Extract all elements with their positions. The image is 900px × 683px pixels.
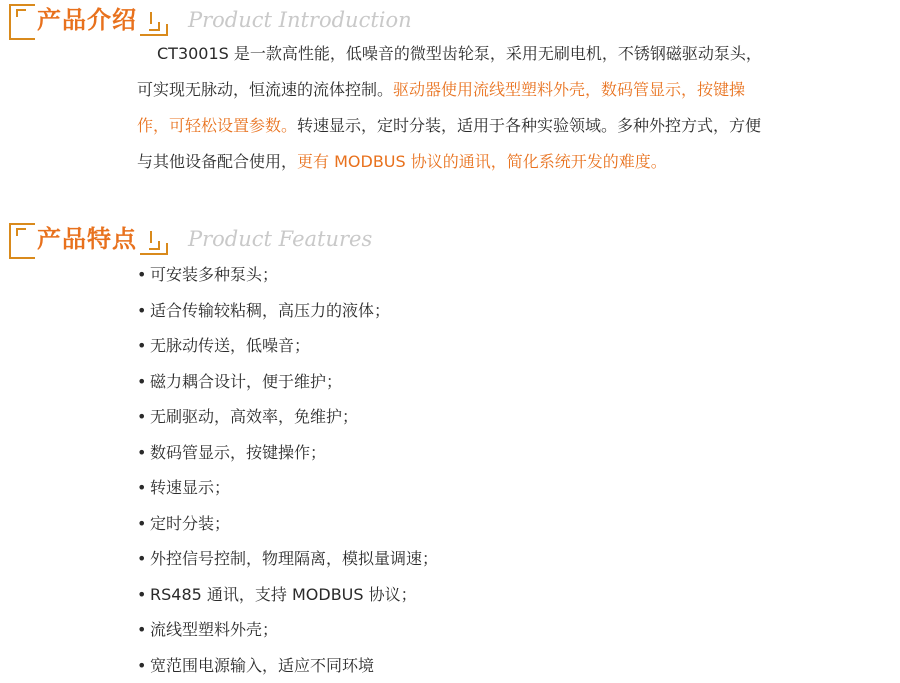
bullet-icon: • <box>137 293 150 329</box>
intro-highlight-segment: 更有 MODBUS 协议的通讯，简化系统开发的难度。 <box>297 152 667 171</box>
feature-text: 无刷驱动，高效率，免维护； <box>150 407 358 426</box>
bullet-icon: • <box>137 648 150 683</box>
feature-item <box>137 328 837 364</box>
feature-text: 流线型塑料外壳； <box>150 620 278 639</box>
intro-section-subtitle-en: Product Introduction <box>188 6 412 34</box>
feature-text: 定时分装； <box>150 514 230 533</box>
bullet-icon: • <box>137 399 150 435</box>
feature-text: 可安装多种泵头； <box>150 265 278 284</box>
frame-corner-ornament <box>140 243 168 255</box>
intro-text-segment: 转速显示，定时分装，适用于各种实验领域。多种外控方式，方便与其他设备配合使用， <box>137 116 761 171</box>
feature-item <box>137 470 837 506</box>
feature-item <box>137 399 837 435</box>
feature-text: 磁力耦合设计，便于维护； <box>150 372 342 391</box>
feature-text: 无脉动传送，低噪音； <box>150 336 310 355</box>
bullet-icon: • <box>137 435 150 471</box>
frame-corner-ornament <box>140 24 168 36</box>
bullet-icon: • <box>137 577 150 613</box>
feature-item <box>137 577 837 613</box>
frame-corner-ornament <box>9 4 35 16</box>
intro-text-segment: CT3001S 是一款高性能，低噪音的微型齿轮泵，采用无刷电机，不锈钢磁驱动泵头，可实现无脉动，恒流速的流体控制。 <box>137 44 762 99</box>
feature-item <box>137 541 837 577</box>
feature-item <box>137 293 837 329</box>
bullet-icon: • <box>137 541 150 577</box>
feature-text: 适合传输较粘稠，高压力的液体； <box>150 301 390 320</box>
intro-highlight-segment: 驱动器使用流线型塑料外壳，数码管显示，按键操作，可轻松设置参数。 <box>137 80 745 135</box>
feature-text: 外控信号控制，物理隔离，模拟量调速； <box>150 549 438 568</box>
feature-item <box>137 612 837 648</box>
bullet-icon: • <box>137 612 150 648</box>
feature-item <box>137 506 837 542</box>
feature-text: 数码管显示，按键操作； <box>150 443 326 462</box>
feature-item <box>137 648 837 683</box>
intro-paragraph <box>137 36 773 180</box>
bullet-icon: • <box>137 257 150 293</box>
bullet-icon: • <box>137 328 150 364</box>
bullet-icon: • <box>137 470 150 506</box>
intro-section-title: 产品介绍 <box>37 4 137 36</box>
frame-corner-ornament <box>9 16 11 38</box>
features-section-subtitle-en: Product Features <box>188 225 372 253</box>
bullet-icon: • <box>137 506 150 542</box>
features-list <box>137 257 837 683</box>
feature-item <box>137 435 837 471</box>
feature-text: 宽范围电源输入，适应不同环境 <box>150 656 374 675</box>
feature-text: RS485 通讯，支持 MODBUS 协议； <box>150 585 417 604</box>
feature-item <box>137 364 837 400</box>
features-section-title: 产品特点 <box>37 223 137 255</box>
feature-text: 转速显示； <box>150 478 230 497</box>
frame-corner-ornament <box>9 235 11 257</box>
bullet-icon: • <box>137 364 150 400</box>
frame-corner-ornament <box>9 223 35 235</box>
feature-item <box>137 257 837 293</box>
